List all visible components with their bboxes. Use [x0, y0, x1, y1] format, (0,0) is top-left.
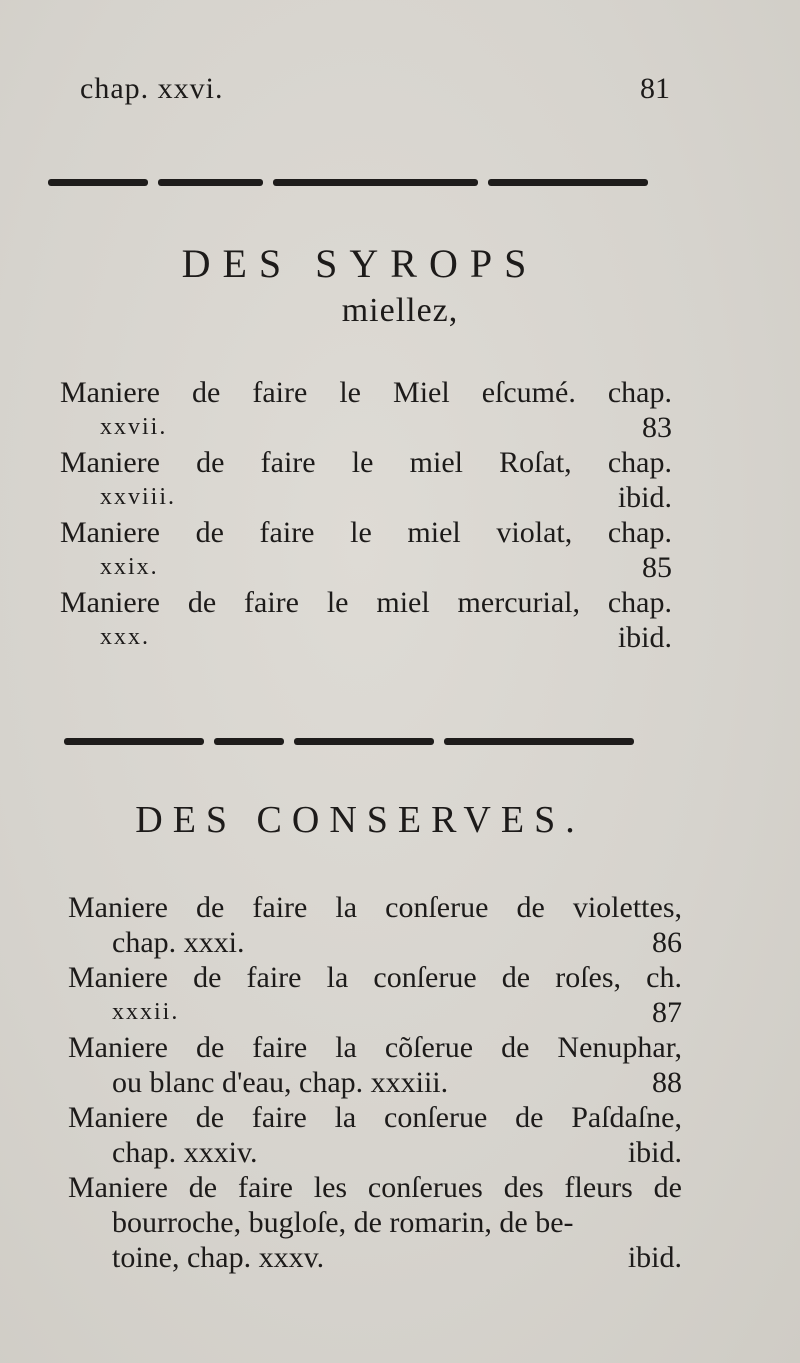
entry-page: 88	[652, 1066, 682, 1099]
entry-title: Maniere de faire le miel violat, chap.	[60, 516, 672, 549]
list-item	[68, 1170, 682, 1275]
entry-chapter: ou blanc d'eau, chap. xxxiii.	[112, 1066, 449, 1099]
entry-chapter: xxix.	[100, 554, 159, 580]
entry-title: Maniere de faire la conſerue de violettes,	[68, 891, 682, 924]
entry-chapter: xxviii.	[100, 484, 177, 510]
entry-chapter: chap. xxxi.	[112, 926, 245, 959]
section-title-conserves: DES CONSERVES.	[135, 799, 585, 841]
running-head: chap. xxvi.	[80, 72, 224, 105]
list-item	[60, 585, 672, 655]
page-number: 81	[640, 72, 670, 105]
section-subtitle-miellez: miellez,	[341, 292, 459, 329]
entry-title: Maniere de faire les conſerues des fleurs de	[68, 1171, 682, 1204]
list-item	[68, 1030, 682, 1100]
ornamental-rule-top	[48, 178, 658, 186]
entry-title: Maniere de faire la cõſerue de Nenuphar,	[68, 1031, 682, 1064]
entry-page: ibid.	[627, 1241, 682, 1274]
list-item	[68, 1100, 682, 1170]
ornamental-rule-middle	[64, 737, 654, 745]
section-title-syrops: DES SYROPS	[181, 241, 539, 286]
entry-page: ibid.	[627, 1136, 682, 1169]
entry-continuation: bourroche, bugloſe, de romarin, de be-	[112, 1206, 574, 1239]
list-item	[60, 515, 672, 585]
entry-page: 86	[652, 926, 682, 959]
list-item	[60, 445, 672, 515]
entry-chapter: chap. xxxiv.	[112, 1136, 258, 1169]
conserves-entries	[68, 890, 682, 1275]
entry-chapter: xxxii.	[112, 999, 180, 1025]
entry-page: 83	[642, 411, 672, 444]
entry-chapter: toine, chap. xxxv.	[112, 1241, 325, 1274]
list-item	[68, 890, 682, 960]
entry-chapter: xxx.	[100, 624, 150, 650]
entry-chapter: xxvii.	[100, 414, 168, 440]
entry-page: 87	[652, 996, 682, 1029]
entry-title: Maniere de faire la conſerue de roſes, ch.	[68, 961, 682, 994]
entry-page: ibid.	[617, 481, 672, 514]
entry-title: Maniere de faire le miel mercurial, chap.	[60, 586, 672, 619]
list-item	[60, 375, 672, 445]
entry-page: 85	[642, 551, 672, 584]
page-header	[80, 72, 670, 112]
entry-title: Maniere de faire la conſerue de Paſdaſne,	[68, 1101, 682, 1134]
entry-title: Maniere de faire le miel Roſat, chap.	[60, 446, 672, 479]
entry-title: Maniere de faire le Miel eſcumé. chap.	[60, 376, 672, 409]
list-item	[68, 960, 682, 1030]
syrops-entries	[60, 375, 672, 655]
entry-page: ibid.	[617, 621, 672, 654]
